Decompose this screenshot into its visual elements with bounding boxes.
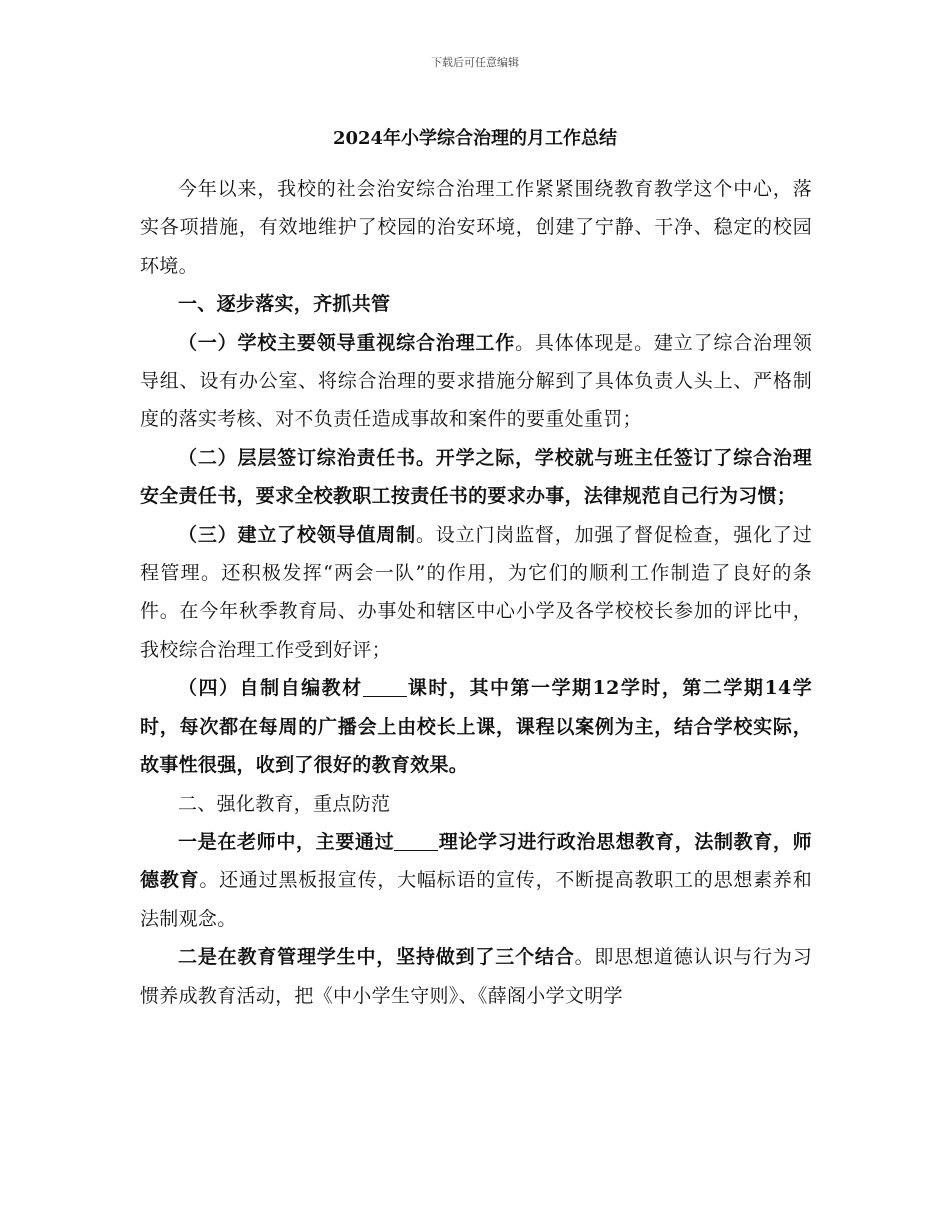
item-1-text: 。具体体现是。建立了综合治理领导组、设有办公室、将综合治理的要求措施分解到了具体负责人头上、严格制度的落实考核、对不负责任造成事故和案件的要重处重罚； xyxy=(140,331,812,431)
students-text: 。即思想道德认识与行为习惯养成教育活动，把《中小学生守则》、《薛阁小学文明学 xyxy=(140,946,812,1007)
students-lead: 二是在教育管理学生中，坚持做到了三个结合 xyxy=(178,946,575,969)
teachers-text: 。还通过黑板报宣传，大幅标语的宣传，不断提高教职工的思想素养和法制观念。 xyxy=(140,869,812,930)
section-heading-1 xyxy=(140,285,812,323)
item-1-lead: （一）学校主要领导重视综合治理工作 xyxy=(178,331,516,354)
intro-text: 今年以来，我校的社会治安综合治理工作紧紧围绕教育教学这个中心，落实各项措施，有效地维护了校园的治安环境，创建了宁静、干净、稳定的校园环境。 xyxy=(140,178,812,277)
teachers-lead-cont: 理论学习进行政治思想教育，法制教育，师德教育 xyxy=(140,830,812,892)
section-heading-1-text: 一、逐步落实，齐抓共管 xyxy=(178,293,391,316)
document-title: 2024年小学综合治理的月工作总结 xyxy=(332,128,618,149)
paragraph-item-2 xyxy=(140,439,812,516)
section-heading-2-text: 二、强化教育，重点防范 xyxy=(178,792,391,815)
document-body xyxy=(140,170,812,1015)
item-4-lead: （四）自制自编教材 xyxy=(178,677,363,700)
paragraph-item-3 xyxy=(140,516,812,670)
teachers-lead: 一是在老师中，主要通过 xyxy=(178,830,395,853)
paragraph-teachers xyxy=(140,823,812,938)
section-heading-2 xyxy=(140,785,812,823)
item-3-text: 。设立门岗监督，加强了督促检查，强化了过程管理。还积极发挥“两会一队”的作用，为它们的顺利工作制造了良好的条件。在今年秋季教育局、办事处和辖区中心小学及各学校校长参加的评比中，我校综合治理工作受到好评； xyxy=(140,523,812,661)
item-3-lead: （三）建立了校领导值周制 xyxy=(178,523,416,546)
fill-blank xyxy=(394,831,438,851)
item-2-text: （二）层层签订综治责任书。开学之际，学校就与班主任签订了综合治理安全责任书，要求全校教职工按责任书的要求办事，法律规范自己行为习惯； xyxy=(140,446,812,508)
paragraph-item-4 xyxy=(140,669,812,784)
page-header: 下载后可任意编辑 xyxy=(431,56,519,69)
item-4-text: 课时，其中第一学期12学时，第二学期14学时，每次都在每周的广播会上由校长上课，课程以案例为主，结合学校实际，故事性很强，收到了很好的教育效果。 xyxy=(140,677,812,777)
fill-blank xyxy=(363,677,407,697)
paragraph-students xyxy=(140,938,812,1015)
intro-paragraph xyxy=(140,170,812,285)
paragraph-item-1 xyxy=(140,324,812,439)
